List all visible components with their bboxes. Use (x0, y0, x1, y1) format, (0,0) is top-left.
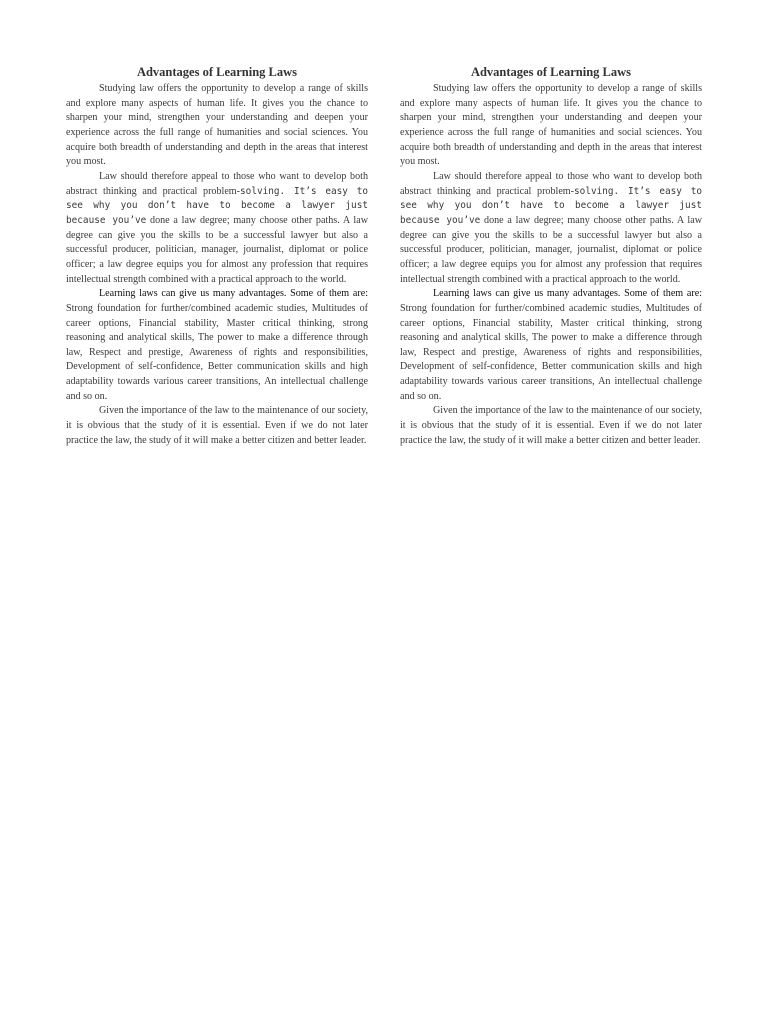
article-title: Advantages of Learning Laws (136, 65, 298, 79)
paragraph-appeal (66, 170, 368, 287)
paragraph-appeal-end: done a law degree; many choose other paths. A law degree can give you the skills to be a successful lawyer but also a successful producer, politician, manager, journalist, diplomat or police officer; a law degree equips you for almost any profession that requires intellectual strength combined with a practical approach to the world. (400, 214, 702, 285)
paragraph-intro: Studying law offers the opportunity to develop a range of skills and explore many aspects of human life. It gives you the chance to sharpen your mind, strengthen your understanding and deepen your experience across the full range of humanities and social sciences. You acquire both breadth of understanding and depth in the areas that interest you most. (66, 83, 368, 168)
paragraph-appeal (400, 170, 702, 287)
paragraph-appeal-start: Law should therefore appeal to those who want to develop both abstract thinking and practical problem- (400, 170, 702, 197)
left-column (66, 64, 368, 448)
paragraph-appeal-mono: solving. It’s easy to see why you don’t have to become a lawyer just because you’ve (400, 185, 702, 226)
paragraph-intro: Studying law offers the opportunity to develop a range of skills and explore many aspects of human life. It gives you the chance to sharpen your mind, strengthen your understanding and deepen your experience across the full range of humanities and social sciences. You acquire both breadth of understanding and depth in the areas that interest you most. (400, 83, 702, 168)
paragraph-appeal-start: Law should therefore appeal to those who want to develop both abstract thinking and practical problem- (66, 170, 368, 197)
paragraph-appeal-end: done a law degree; many choose other paths. A law degree can give you the skills to be a successful lawyer but also a successful producer, politician, manager, journalist, diplomat or police officer; a law degree equips you for almost any profession that requires intellectual strength combined with a practical approach to the world. (66, 214, 368, 285)
right-column (400, 64, 702, 448)
paragraph-advantages (400, 287, 702, 404)
paragraph-advantages (66, 287, 368, 404)
paragraph-appeal-mono: solving. It’s easy to see why you don’t have to become a lawyer just because you’ve (66, 185, 368, 226)
paragraph-advantages-list: Strong foundation for further/combined academic studies, Multitudes of career options, Financial stability, Master critical thinking, strong reasoning and analytical skills, The power to make a difference through law, Respect and prestige, Awareness of rights and responsibilities, Development of self-confidence, Better communication skills and high adaptability towards various career transitions, An intellectual challenge and so on. (66, 302, 368, 402)
paragraph-conclusion: Given the importance of the law to the maintenance of our society, it is obvious that the study of it is essential. Even if we do not later practice the law, the study of it will make a better citizen and better leader. (66, 405, 368, 446)
paragraph-conclusion: Given the importance of the law to the maintenance of our society, it is obvious that the study of it is essential. Even if we do not later practice the law, the study of it will make a better citizen and better leader. (400, 405, 702, 446)
paragraph-advantages-list: Strong foundation for further/combined academic studies, Multitudes of career options, Financial stability, Master critical thinking, strong reasoning and analytical skills, The power to make a difference through law, Respect and prestige, Awareness of rights and responsibilities, Development of self-confidence, Better communication skills and high adaptability towards various career transitions, An intellectual challenge and so on. (400, 302, 702, 402)
article-title: Advantages of Learning Laws (470, 65, 632, 79)
paragraph-advantages-lead: Learning laws can give us many advantages. Some of them are: (99, 288, 368, 300)
paragraph-advantages-lead: Learning laws can give us many advantages. Some of them are: (433, 288, 702, 300)
